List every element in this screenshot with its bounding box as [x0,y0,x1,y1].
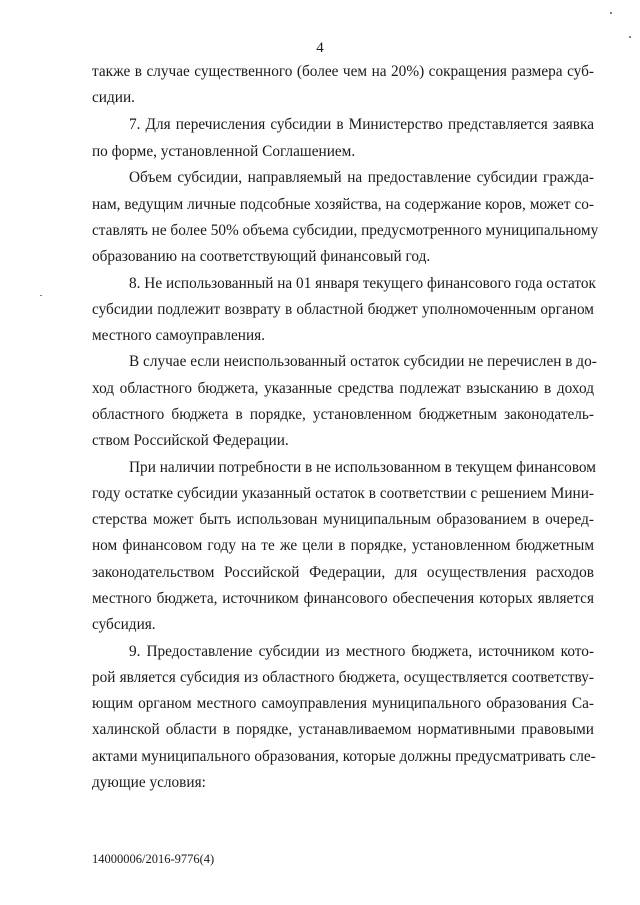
text-line: году остатке субсидии указанный остаток в соответствии с решением Мини- [92,485,594,502]
text-line: по форме, установленной Соглашением. [92,143,356,160]
text-line: субсидия. [92,616,156,633]
text-line: областного бюджета в порядке, установленном бюджетным законодатель- [92,406,594,423]
page-number: 4 [316,40,324,56]
text-line: ставлять не более 50% объема субсидии, предусмотренного муниципальному [92,222,599,239]
text-line: нам, ведущим личные подсобные хозяйства, на содержание коров, может со- [92,196,594,213]
text-line: также в случае существенного (более чем на 20%) сокращения размера суб- [92,63,594,80]
scan-mark [40,295,42,296]
text-line: образованию на соответствующий финансовый год. [92,248,431,265]
text-line: В случае если неиспользованный остаток субсидии не перечислен в до- [129,353,597,370]
text-line: актами муниципального образования, которые должны предусматривать сле- [92,748,596,765]
scan-mark [610,12,612,14]
text-line: Объем субсидии, направляемый на предоставление субсидии гражда- [129,169,594,186]
text-line: 8. Не использованный на 01 января текущего финансового года остаток [129,275,596,292]
text-line: ном финансовом году на те же цели в порядке, установленном бюджетным [92,537,594,554]
text-line: 7. Для перечисления субсидии в Министерство представляется заявка [129,116,594,133]
text-line: местного бюджета, источником финансового обеспечения которых является [92,590,594,607]
text-line: законодательством Российской Федерации, для осуществления расходов [92,564,594,581]
text-line: ством Российской Федерации. [92,432,289,449]
text-line: ход областного бюджета, указанные средства подлежат взысканию в доход [92,380,594,397]
text-line: рой является субсидия из областного бюджета, осуществляется соответству- [92,669,594,686]
text-line: ющим органом местного самоуправления муниципального образования Са- [92,695,594,712]
document-code: 14000006/2016-9776(4) [92,852,215,866]
text-line: субсидии подлежит возврату в областной бюджет уполномоченным органом [92,301,594,318]
text-line: халинской области в порядке, устанавливаемом нормативными правовыми [92,721,594,738]
text-line: дующие условия: [92,774,206,791]
text-line: 9. Предоставление субсидии из местного бюджета, источником кото- [129,643,594,660]
scan-mark [629,36,631,38]
text-line: При наличии потребности в не использованном в текущем финансовом [129,459,596,476]
text-line: сидии. [92,89,135,106]
text-line: стерства может быть использован муниципальным образованием в очеред- [92,511,594,528]
text-line: местного самоуправления. [92,327,265,344]
